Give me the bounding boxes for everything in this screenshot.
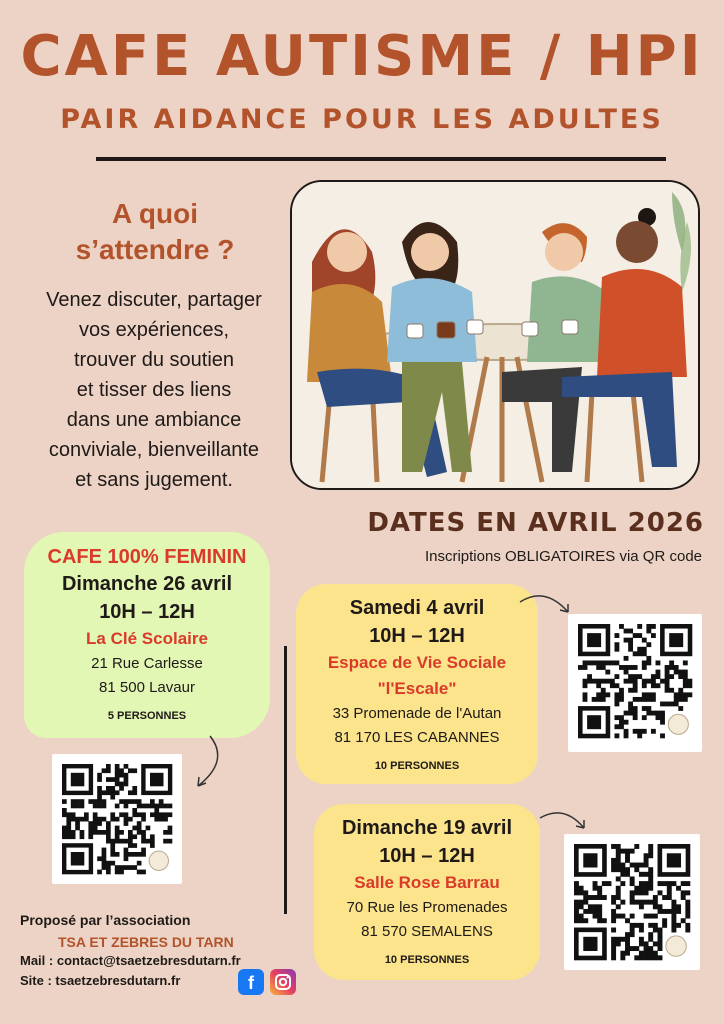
event-address-line2: 81 170 LES CABANNES: [334, 729, 500, 746]
event-date: Dimanche 26 avril: [61, 573, 233, 595]
event-capacity: 5 PERSONNES: [107, 710, 187, 722]
event-time: 10H – 12H: [379, 845, 475, 867]
event-address-line1: 21 Rue Carlesse: [91, 655, 203, 672]
intro-heading: [40, 196, 270, 268]
event-time: 10H – 12H: [99, 601, 195, 623]
event-address-line1: 33 Promenade de l'Autan: [332, 705, 502, 722]
intro-line: trouver du soutien: [73, 349, 235, 371]
footer-mail[interactable]: Mail : contact@tsaetzebresdutarn.fr: [20, 953, 241, 968]
qr-code-icon[interactable]: [568, 614, 702, 752]
intro-heading-line2: s’attendre ?: [75, 234, 235, 265]
event-date: Samedi 4 avril: [349, 597, 485, 619]
qr-code-icon[interactable]: [52, 754, 182, 884]
page-subtitle: PAIR AIDANCE POUR LES ADULTES: [60, 104, 664, 135]
instagram-icon[interactable]: [270, 969, 296, 995]
timeline-divider: [284, 646, 287, 914]
event-venue: Salle Rose Barrau: [354, 873, 500, 892]
dates-subheading: Inscriptions OBLIGATOIRES via QR code: [424, 548, 702, 565]
event-card-escale: [296, 584, 538, 784]
intro-text: [18, 285, 290, 495]
event-tag: CAFE 100% FEMININ: [47, 546, 247, 568]
event-date: Dimanche 19 avril: [341, 817, 513, 839]
event-capacity: 10 PERSONNES: [384, 954, 470, 966]
footer-association: TSA ET ZEBRES DU TARN: [58, 934, 234, 950]
footer-site[interactable]: Site : tsaetzebresdutarn.fr: [20, 973, 181, 988]
qr-code-icon[interactable]: [564, 834, 700, 970]
curved-arrow-icon: [190, 734, 230, 794]
intro-line: Venez discuter, partager: [46, 289, 262, 311]
event-venue: La Clé Scolaire: [86, 629, 208, 648]
intro-heading-line1: A quoi: [111, 198, 199, 229]
intro-line: dans une ambiance: [66, 409, 242, 431]
facebook-icon[interactable]: f: [238, 969, 264, 995]
intro-line: et tisser des liens: [76, 379, 232, 401]
event-capacity: 10 PERSONNES: [374, 760, 460, 772]
event-address-line2: 81 570 SEMALENS: [361, 923, 493, 940]
dates-heading: DATES EN AVRIL 2026: [367, 508, 704, 538]
intro-line: et sans jugement.: [75, 469, 233, 491]
intro-line: conviviale, bienveillante: [48, 439, 260, 461]
page-title: CAFE AUTISME / HPI: [20, 24, 704, 89]
event-address-line1: 70 Rue les Promenades: [346, 899, 508, 916]
curved-arrow-icon: [538, 806, 594, 836]
event-card-feminin: [24, 532, 270, 738]
event-card-rose-barrau: [314, 804, 540, 980]
event-venue-line2: "l'Escale": [377, 679, 457, 698]
event-time: 10H – 12H: [369, 625, 465, 647]
title-divider: [96, 157, 666, 161]
event-venue-line1: Espace de Vie Sociale: [327, 653, 507, 672]
footer-proposed-by: Proposé par l’association: [20, 912, 191, 928]
cafe-illustration: [290, 180, 700, 490]
intro-line: vos expériences,: [78, 319, 230, 341]
event-address-line2: 81 500 Lavaur: [99, 679, 195, 696]
